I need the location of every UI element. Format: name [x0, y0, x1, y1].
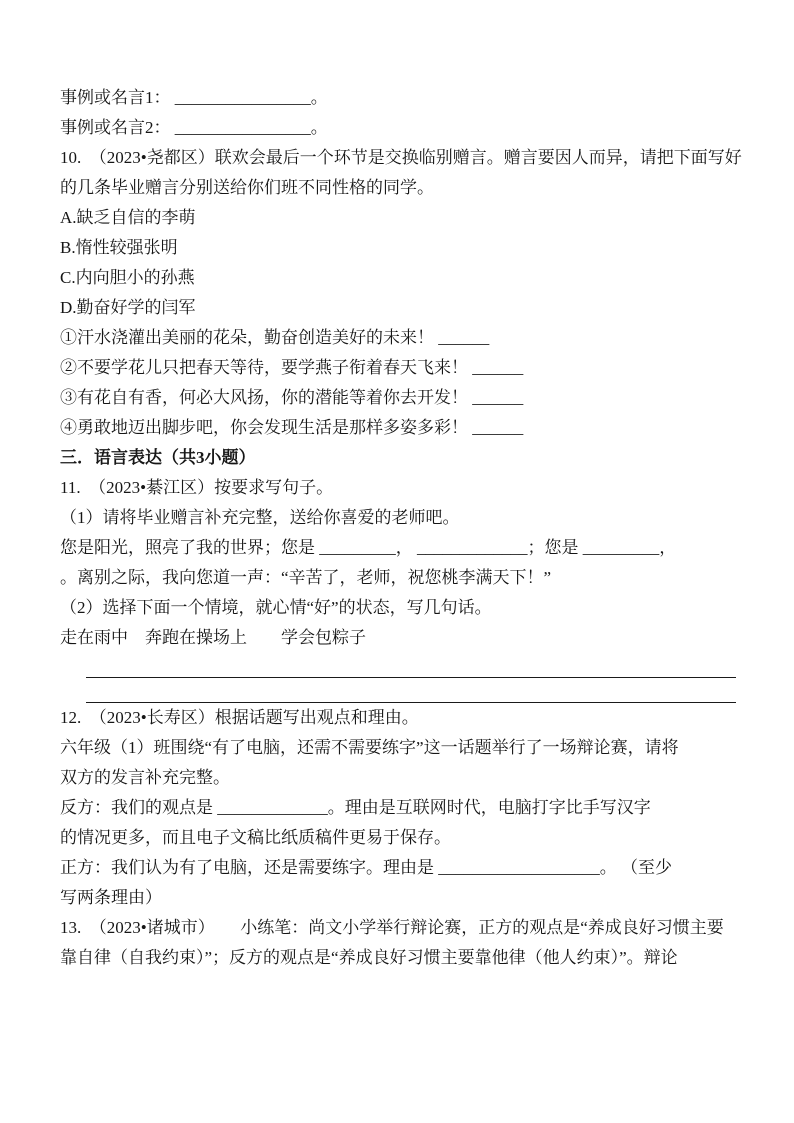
q12-intro-line-2: 双方的发言补充完整。 — [60, 768, 230, 787]
gift-message-4: ④勇敢地迈出脚步吧，你会发现生活是那样多姿多彩！ ______ — [60, 418, 524, 437]
option-c: C.内向胆小的孙燕 — [60, 268, 195, 287]
question-13-line-2: 靠自律（自我约束）”；反方的观点是“养成良好习惯主要靠他律（他人约束）”。辩论 — [60, 948, 678, 967]
q12-con-side-line-1: 反方：我们的观点是 _____________。理由是互联网时代，电脑打字比手写汉字 — [60, 798, 651, 817]
q12-pro-side-line-2: 写两条理由） — [60, 888, 162, 907]
question-10-line-1: 10. （2023•尧都区）联欢会最后一个环节是交换临别赠言。赠言要因人而异，请把下面写好 — [60, 148, 742, 167]
question-11-part-1: （1）请将毕业赠言补充完整，送给你喜爱的老师吧。 — [60, 508, 460, 527]
section-3-heading: 三．语言表达（共3小题） — [60, 448, 256, 467]
option-b: B.惰性较强张明 — [60, 238, 178, 257]
question-13-line-1: 13. （2023•诸城市） 小练笔：尚文小学举行辩论赛，正方的观点是“养成良好习惯主要 — [60, 918, 724, 937]
gift-message-1: ①汗水浇灌出美丽的花朵，勤奋创造美好的未来！ ______ — [60, 328, 490, 347]
q11-sentence-line-1: 您是阳光，照亮了我的世界；您是 _________， _____________；您是 _________， — [60, 538, 677, 557]
page-content — [60, 83, 760, 973]
q12-pro-side-line-1: 正方：我们认为有了电脑，还是需要练字。理由是 ___________________。 （至少 — [60, 858, 672, 877]
q11-sentence-line-2: 。离别之际，我向您道一声：“辛苦了，老师，祝您桃李满天下！” — [60, 568, 552, 587]
q12-intro-line-1: 六年级（1）班围绕“有了电脑，还需不需要练字”这一话题举行了一场辩论赛，请将 — [60, 738, 679, 757]
answer-line-1 — [86, 677, 736, 678]
question-11-header: 11. （2023•綦江区）按要求写句子。 — [60, 478, 334, 497]
fill-in-line-1: 事例或名言1： ________________。 — [60, 88, 328, 107]
gift-message-3: ③有花自有香，何必大风扬，你的潜能等着你去开发！ ______ — [60, 388, 524, 407]
question-11-part-2: （2）选择下面一个情境，就心情“好”的状态，写几句话。 — [60, 598, 492, 617]
option-a: A.缺乏自信的李萌 — [60, 208, 196, 227]
q12-con-side-line-2: 的情况更多，而且电子文稿比纸质稿件更易于保存。 — [60, 828, 451, 847]
question-12-header: 12. （2023•长寿区）根据话题写出观点和理由。 — [60, 708, 419, 727]
situation-options: 走在雨中 奔跑在操场上 学会包粽子 — [60, 628, 366, 647]
gift-message-2: ②不要学花儿只把春天等待，要学燕子衔着春天飞来！ ______ — [60, 358, 524, 377]
option-d: D.勤奋好学的闫军 — [60, 298, 196, 317]
fill-in-line-2: 事例或名言2： ________________。 — [60, 118, 328, 137]
question-10-line-2: 的几条毕业赠言分别送给你们班不同性格的同学。 — [60, 178, 434, 197]
